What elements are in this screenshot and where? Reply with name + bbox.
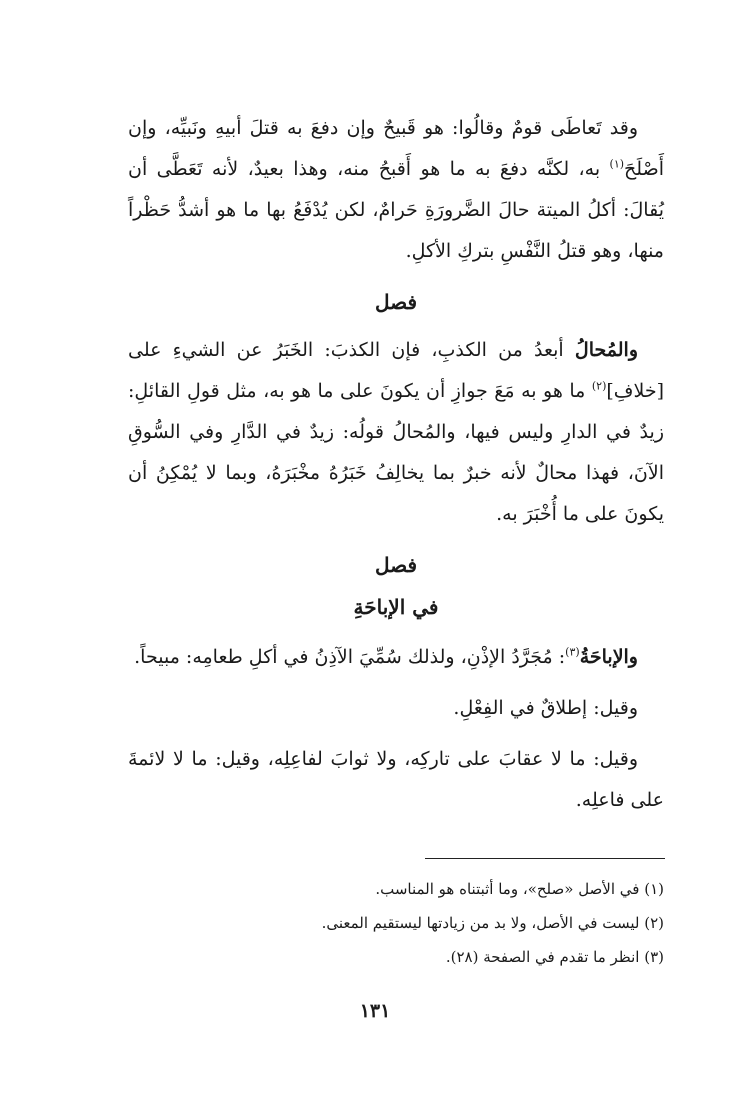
footnote-divider <box>425 858 665 859</box>
footnote: (١) في الأصل «صلح»، وما أثبتناه هو المناسب. <box>375 880 664 898</box>
text-run: ما هو به مَعَ جوازِ أن يكونَ على ما هو به، مثل قولِ القائلِ: زيدٌ في الدارِ وليس فيها، والمُحالُ قولُه: زيدٌ في الدَّارِ وفي السُّوقِ الآنَ، فهذا محالٌ لأنه خبرٌ بما يخالِفُ خَبَرُهُ مخْبَرَهُ، وبما لا يُمْكِنُ أن يكونَ على ما أُخْبَرَ به. <box>128 380 664 525</box>
footnote-marker: (٣) <box>565 645 580 659</box>
footnote: (٢) ليست في الأصل، ولا بد من زيادتها ليستقيم المعنى. <box>321 914 664 932</box>
text-run: وقيل: إطلاقٌ في الفِعْلِ. <box>453 697 638 719</box>
paragraph <box>128 688 664 729</box>
paragraph <box>128 739 664 821</box>
text-run: وقد تَعاطَى قومٌ وقالُوا: هو قَبيحٌ وإن دفعَ به قتلَ أبيهِ ونَبيِّه، وإن أَصْلَحَ <box>128 117 664 180</box>
footnote-marker: (١) <box>609 157 625 171</box>
footnote: (٣) انظر ما تقدم في الصفحة (٢٨). <box>445 948 664 966</box>
page-number: ١٣١ <box>359 1000 391 1022</box>
section-heading: فصل <box>374 553 418 577</box>
bold-term: والإباحَةُ <box>579 646 638 668</box>
section-heading: فصل <box>374 290 418 314</box>
text-run: به، لكنَّه دفعَ به ما هو أَقبحُ منه، وهذا بعيدٌ، لأنه تَعَطَّى أن يُقالَ: أكلُ الميتة حالَ الضَّرورَةِ حَرامٌ، لكن يُدْفَعُ بها ما هو أشدُّ حَظْراً منها، وهو قتلُ النَّفْسِ بتركِ الأكلِ. <box>128 158 664 262</box>
paragraph <box>128 108 664 272</box>
text-run: وقيل: ما لا عقابَ على تاركِه، ولا ثوابَ لفاعِلِه، وقيل: ما لا لائمةَ على فاعلِه. <box>128 748 664 811</box>
text-run: : مُجَرَّدُ الإذْنِ، ولذلك سُمِّيَ الآذِنُ في أكلِ طعامِه: مبيحاً. <box>134 646 566 668</box>
bold-term: والمُحالُ <box>574 339 638 361</box>
text-run: أبعدُ من الكذبِ، فإن الكذبَ: الخَبَرُ عن الشيءِ على [خلافِ] <box>128 339 664 402</box>
paragraph <box>128 637 664 678</box>
section-subheading: في الإباحَةِ <box>353 595 439 619</box>
footnote-marker: (٢) <box>591 379 607 393</box>
paragraph <box>128 330 664 535</box>
footnotes <box>128 872 664 974</box>
main-text <box>128 108 664 831</box>
